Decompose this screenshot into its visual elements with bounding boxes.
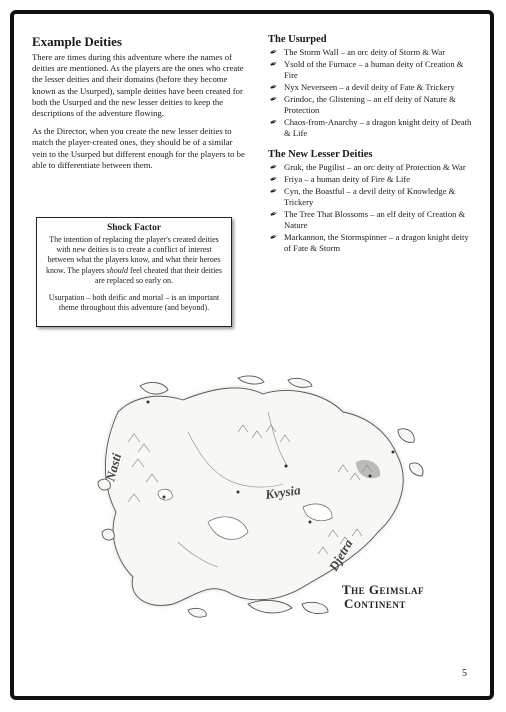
quill-bullet-icon: ✒ — [268, 208, 279, 221]
map-region-label: Nasti — [102, 451, 125, 483]
list-item — [268, 232, 476, 254]
list-item — [268, 82, 476, 93]
list-item-text: The Tree That Blossoms – an elf deity of Creation & Nature — [284, 209, 466, 230]
intro-paragraph: There are times during this adventure where the names of deities are mentioned. As the players are the ones who create the lesser deities and their domains (before they become known as the Usurped), sample deities have been created for both the Usurped and the new lesser deities to keep the descriptions of the adventure flowing. — [32, 52, 244, 119]
list-item — [268, 174, 476, 185]
sidebar-text-a: The intention of replacing the player's created deities with new deities is to create a conflict of interest between what the players know, and what their heroes know. The players — [46, 235, 221, 275]
list-item-text: Chaos-from-Anarchy – a dragon knight deity of Death & Life — [284, 117, 472, 138]
list-item-text: Friya – a human deity of Fire & Life — [284, 174, 411, 184]
director-paragraph: As the Director, when you create the new lesser deities to match the player-created ones, they should be of a similar vein to the Usurped but different enough for the players to be able to differentiate between them. — [32, 126, 245, 170]
right-column — [268, 34, 476, 264]
sidebar-title: Shock Factor — [106, 223, 162, 233]
sidebar-emphasis: should — [106, 265, 129, 275]
shock-factor-sidebar — [36, 217, 232, 327]
list-item-text: The Storm Wall – an orc deity of Storm & War — [284, 47, 446, 57]
quill-bullet-icon: ✒ — [268, 161, 279, 174]
list-item-text: Cyn, the Boastful – a devil deity of Knowledge & Trickery — [284, 186, 456, 207]
usurped-heading: The Usurped — [268, 34, 327, 45]
section-title: Example Deities — [32, 34, 122, 49]
quill-bullet-icon: ✒ — [268, 81, 279, 94]
sidebar-text-b: feel cheated that their deities are replaced so early on. — [95, 265, 222, 285]
list-item — [268, 186, 476, 208]
town-marker-icon — [369, 475, 372, 478]
list-item — [268, 94, 476, 116]
list-item — [268, 59, 476, 81]
map-region-label: Kvysia — [264, 482, 302, 502]
quill-bullet-icon: ✒ — [268, 173, 279, 186]
list-item-text: Markannon, the Stormspinner – a dragon knight deity of Fate & Storm — [284, 232, 469, 253]
town-marker-icon — [309, 521, 312, 524]
quill-bullet-icon: ✒ — [268, 46, 279, 59]
town-marker-icon — [392, 451, 395, 454]
page-number: 5 — [462, 668, 467, 679]
list-item-text: Grindoc, the Glistening – an elf deity of Nature & Protection — [284, 94, 456, 115]
list-item — [268, 209, 476, 231]
usurped-list — [268, 47, 476, 139]
list-item — [268, 162, 476, 173]
quill-bullet-icon: ✒ — [268, 231, 279, 244]
list-item — [268, 47, 476, 58]
map-region-label: Djetra — [325, 536, 356, 574]
town-marker-icon — [237, 491, 240, 494]
new-lesser-list — [268, 162, 476, 254]
quill-bullet-icon: ✒ — [268, 93, 279, 106]
list-item-text: Gruk, the Pugilist – an orc deity of Protection & War — [284, 162, 466, 172]
list-item-text: Ysold of the Furnace – a human deity of Creation & Fire — [284, 59, 464, 80]
town-marker-icon — [163, 496, 166, 499]
town-marker-icon — [285, 465, 288, 468]
sidebar-paragraph-1 — [43, 235, 225, 286]
sidebar-paragraph-2: Usurpation – both deific and mortal – is an important theme throughout this adventure (and beyond). — [48, 293, 220, 313]
left-column — [32, 34, 245, 178]
list-item-text: Nyx Neverseen – a devil deity of Fate & Trickery — [284, 82, 455, 92]
map-title-line-2: Continent — [344, 596, 406, 611]
map-title-line-1: The Geimslaf — [342, 582, 425, 597]
list-item — [268, 117, 476, 139]
town-marker-icon — [147, 401, 150, 404]
quill-bullet-icon: ✒ — [268, 58, 279, 71]
map-title — [342, 583, 424, 611]
new-lesser-heading: The New Lesser Deities — [268, 149, 373, 160]
quill-bullet-icon: ✒ — [268, 116, 279, 129]
quill-bullet-icon: ✒ — [268, 185, 279, 198]
